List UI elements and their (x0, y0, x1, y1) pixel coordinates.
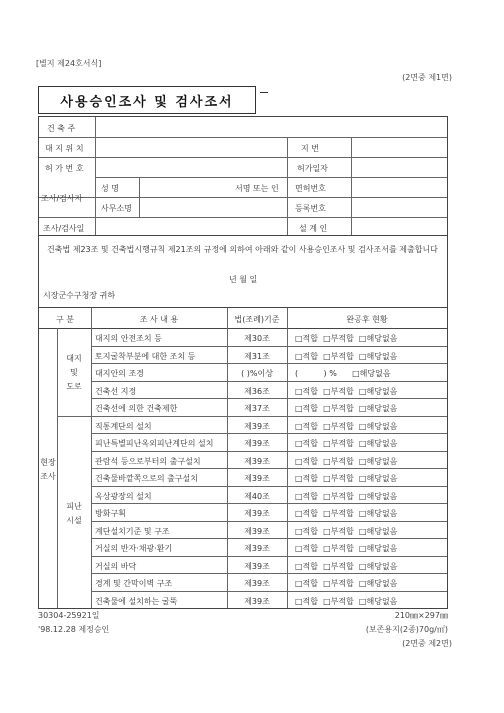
row-status-checkboxes[interactable]: □적합 □부적합 □해당없음 (295, 596, 398, 606)
page-indicator-top: (2면중 제1면) (402, 73, 452, 82)
form-code: 30304-25921일 (38, 611, 100, 620)
row-law: 제39조 (244, 596, 270, 606)
row-law: 제39조 (244, 474, 270, 483)
row-item: 경계 및 간막이벽 구조 (95, 579, 173, 588)
row-item: 방화구획 (95, 509, 126, 518)
group-site-label-2: 및 (70, 368, 78, 377)
office-name-field[interactable] (141, 198, 285, 216)
permit-date-label: 허가일자 (297, 164, 328, 173)
row-item: 거실의 반자·채광·환기 (95, 544, 173, 553)
row-law: 제40조 (244, 491, 270, 501)
row-status-checkboxes[interactable]: □적합 □부적합 □해당없음 (295, 579, 398, 588)
lot-number-label: 지 번 (301, 144, 319, 153)
inspection-date-label: 조사/검사일 (43, 224, 85, 233)
title-tick (260, 92, 268, 93)
license-number-label: 면허번호 (295, 184, 326, 193)
row-law: ( )%이상 (241, 369, 273, 378)
group-evacuation-facility (57, 500, 91, 528)
row-law: 제37조 (244, 404, 270, 413)
row-status-checkboxes[interactable]: □적합 □부적합 □해당없음 (295, 509, 398, 518)
row-status-checkboxes[interactable]: □적합 □부적합 □해당없음 (295, 404, 398, 413)
row-item: 토지굴착부분에 대한 조치 등 (95, 351, 196, 361)
col-header-item: 조 사 내 용 (139, 315, 179, 324)
row-law: 제39조 (244, 509, 270, 518)
inspection-table (38, 308, 448, 609)
row-status-checkboxes[interactable]: □적합 □부적합 □해당없음 (295, 421, 398, 431)
form-number: [별지 제24호서식] (36, 59, 102, 68)
row-item: 건축물바깥쪽으로의 출구설치 (95, 474, 199, 483)
row-status-checkboxes[interactable]: □적합 □부적합 □해당없음 (295, 544, 398, 553)
row-law: 제39조 (244, 439, 270, 448)
col-header-category: 구 분 (56, 315, 74, 324)
row-status-checkboxes[interactable]: □적합 □부적합 □해당없음 (295, 526, 398, 536)
row-status-checkboxes[interactable]: □적합 □부적합 □해당없음 (295, 561, 398, 571)
sign-label: 서명 또는 인 (235, 184, 279, 193)
document-title: 사용승인조사 및 검사조서 (38, 86, 256, 114)
row-law: 제39조 (244, 561, 270, 571)
row-status-checkboxes[interactable]: □적합 □부적합 □해당없음 (295, 474, 398, 483)
registration-number-field[interactable] (353, 198, 445, 216)
inspector-group-label: 조사/검사자 (41, 194, 83, 203)
row-law: 제30조 (244, 334, 270, 343)
paper-type: (보존용지(2종)70g/㎡) (365, 625, 448, 634)
group-evac-label-2: 시설 (66, 516, 82, 525)
office-name-label: 사무소명 (101, 204, 132, 213)
site-location-field[interactable] (97, 138, 285, 156)
row-item: 관람석 등으로부터의 출구설치 (95, 456, 201, 466)
building-owner-label: 건 축 주 (47, 124, 76, 133)
row-item: 대지안의 조경 (95, 369, 144, 378)
page-indicator-bottom: (2면중 제2면) (402, 639, 452, 648)
designer-field[interactable] (353, 218, 445, 234)
row-item: 옥상광장의 설치 (95, 491, 152, 501)
inspection-date-field[interactable] (97, 218, 285, 234)
row-item: 대지의 안전조치 등 (95, 334, 162, 343)
group-evac-label-1: 피난 (66, 502, 82, 511)
row-law: 제39조 (244, 579, 270, 588)
col-header-status: 완공후 현황 (346, 315, 388, 324)
group-site-and-road (57, 352, 91, 394)
row-item: 건축물에 설치하는 굴뚝 (95, 596, 178, 606)
row-status-checkboxes[interactable]: □적합 □부적합 □해당없음 (295, 334, 398, 343)
name-label: 성 명 (101, 184, 119, 193)
group-field-survey (39, 456, 57, 484)
row-item: 피난특별피난옥외피난계단의 설치 (95, 439, 214, 448)
row-law: 제39조 (244, 421, 270, 431)
row-law: 제39조 (244, 544, 270, 553)
row-status-checkboxes[interactable]: □적합 □부적합 □해당없음 (295, 386, 398, 396)
info-section (38, 116, 448, 236)
row-law: 제39조 (244, 526, 270, 536)
row-law: 제39조 (244, 456, 270, 466)
lot-number-field[interactable] (353, 138, 445, 156)
row-law: 제31조 (244, 351, 270, 361)
building-owner-field[interactable] (97, 118, 445, 136)
group-site-label-3: 도로 (66, 382, 82, 391)
row-status-checkboxes[interactable]: ( ) % □해당없음 (295, 369, 391, 378)
approval-date: '98.12.28 제정승인 (38, 625, 110, 634)
row-item: 직통계단의 설치 (95, 421, 152, 431)
permit-number-field[interactable] (97, 158, 285, 176)
name-field[interactable] (141, 178, 231, 196)
statement-text: 건축법 제23조 및 건축법시행규칙 제21조의 규정에 의하여 아래와 같이 사용승인조사 및 검사조서를 제출합니다 (47, 245, 438, 254)
row-status-checkboxes[interactable]: □적합 □부적합 □해당없음 (295, 491, 398, 501)
site-location-label: 대 지 위 치 (45, 144, 84, 153)
row-item: 거실의 바닥 (95, 561, 137, 571)
statement-section (38, 236, 448, 308)
date-line: 년 월 일 (229, 275, 258, 284)
registration-number-label: 등록번호 (295, 204, 326, 213)
paper-size: 210㎜×297㎜ (394, 611, 448, 620)
group-site-label-1: 대지 (66, 354, 82, 363)
recipient: 시장군수구청장 귀하 (43, 291, 116, 300)
row-item: 건축선에 의한 건축제한 (95, 404, 178, 413)
row-status-checkboxes[interactable]: □적합 □부적합 □해당없음 (295, 439, 398, 448)
row-item: 계단설치기준 및 구조 (95, 526, 170, 536)
row-law: 제36조 (244, 386, 270, 396)
row-status-checkboxes[interactable]: □적합 □부적합 □해당없음 (295, 351, 398, 361)
group-field-survey-label: 현장 조사 (40, 458, 56, 481)
row-item: 건축선 지정 (95, 386, 137, 396)
row-status-checkboxes[interactable]: □적합 □부적합 □해당없음 (295, 456, 398, 466)
license-number-field[interactable] (353, 178, 445, 196)
permit-number-label: 허 가 번 호 (45, 164, 84, 173)
col-header-law: 법(조례)기준 (234, 315, 280, 324)
designer-label: 설 계 인 (299, 224, 328, 233)
permit-date-field[interactable] (353, 158, 445, 176)
